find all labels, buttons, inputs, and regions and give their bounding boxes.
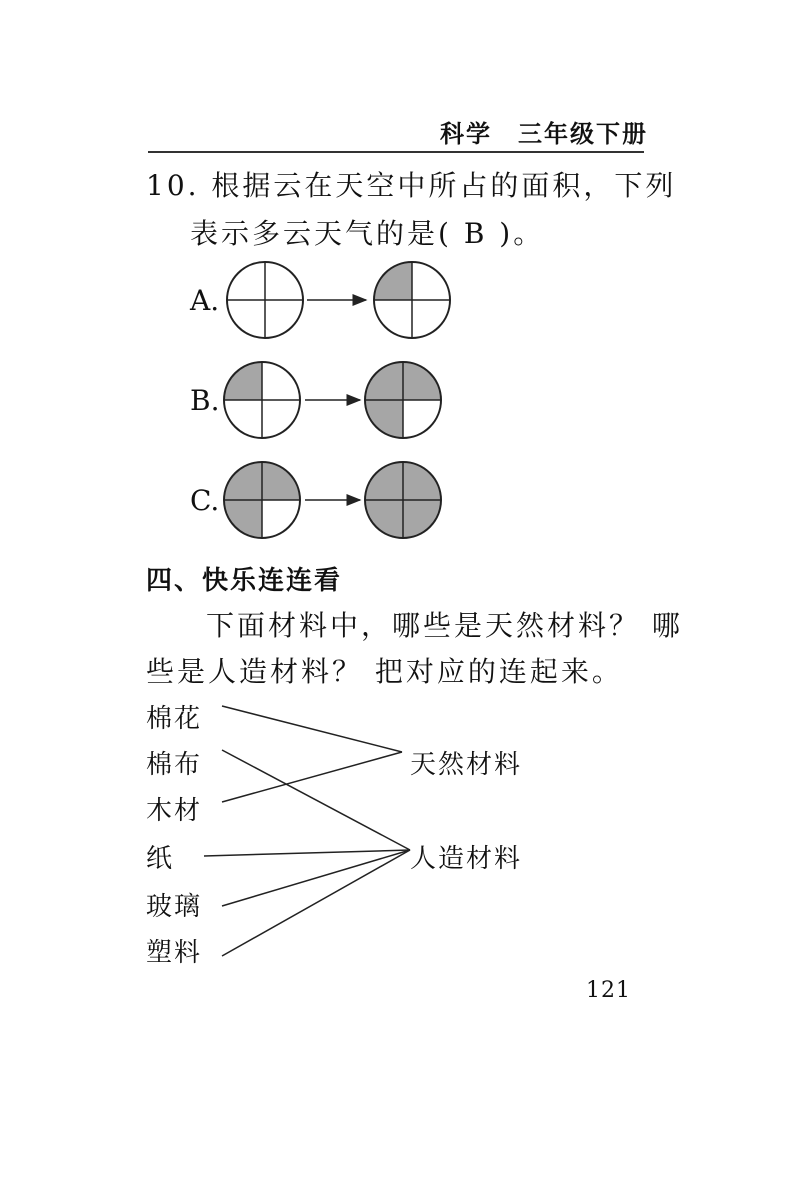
page-header: 科学 三年级下册 bbox=[440, 120, 648, 148]
option-a-label: A. bbox=[190, 284, 220, 317]
item-wood: 木材 bbox=[146, 796, 203, 826]
section-title: 四、快乐连连看 bbox=[146, 566, 343, 596]
item-cotton-cloth: 棉布 bbox=[146, 750, 203, 780]
option-c-label: C. bbox=[190, 484, 220, 517]
question-line-2: 表示多云天气的是( B )。 bbox=[190, 217, 545, 250]
match-line bbox=[222, 850, 410, 956]
page-number: 121 bbox=[586, 978, 631, 1003]
match-line bbox=[204, 850, 410, 856]
cloud-circle-before bbox=[224, 362, 300, 438]
cloud-circle-after bbox=[374, 262, 450, 338]
matching-lines bbox=[204, 706, 410, 956]
match-line bbox=[222, 850, 410, 906]
question-line-1: 10. 根据云在天空中所占的面积，下列 bbox=[146, 169, 677, 202]
item-glass: 玻璃 bbox=[146, 892, 203, 922]
option-b-label: B. bbox=[190, 384, 220, 417]
instruction-line-2: 些是人造材料？ 把对应的连起来。 bbox=[146, 655, 623, 688]
item-cotton: 棉花 bbox=[146, 704, 203, 734]
cloud-cover-figures bbox=[224, 262, 450, 538]
instruction-line-1: 下面材料中，哪些是天然材料？ 哪 bbox=[206, 609, 683, 642]
match-line bbox=[222, 750, 410, 850]
target-artificial: 人造材料 bbox=[410, 844, 523, 874]
item-plastic: 塑料 bbox=[146, 938, 203, 968]
cloud-circle-before bbox=[224, 462, 300, 538]
cloud-circle-before bbox=[227, 262, 303, 338]
cloud-circle-after bbox=[365, 362, 441, 438]
item-paper: 纸 bbox=[146, 844, 175, 874]
match-line bbox=[222, 752, 402, 802]
match-line bbox=[222, 706, 402, 752]
target-natural: 天然材料 bbox=[410, 750, 523, 780]
cloud-circle-after bbox=[365, 462, 441, 538]
